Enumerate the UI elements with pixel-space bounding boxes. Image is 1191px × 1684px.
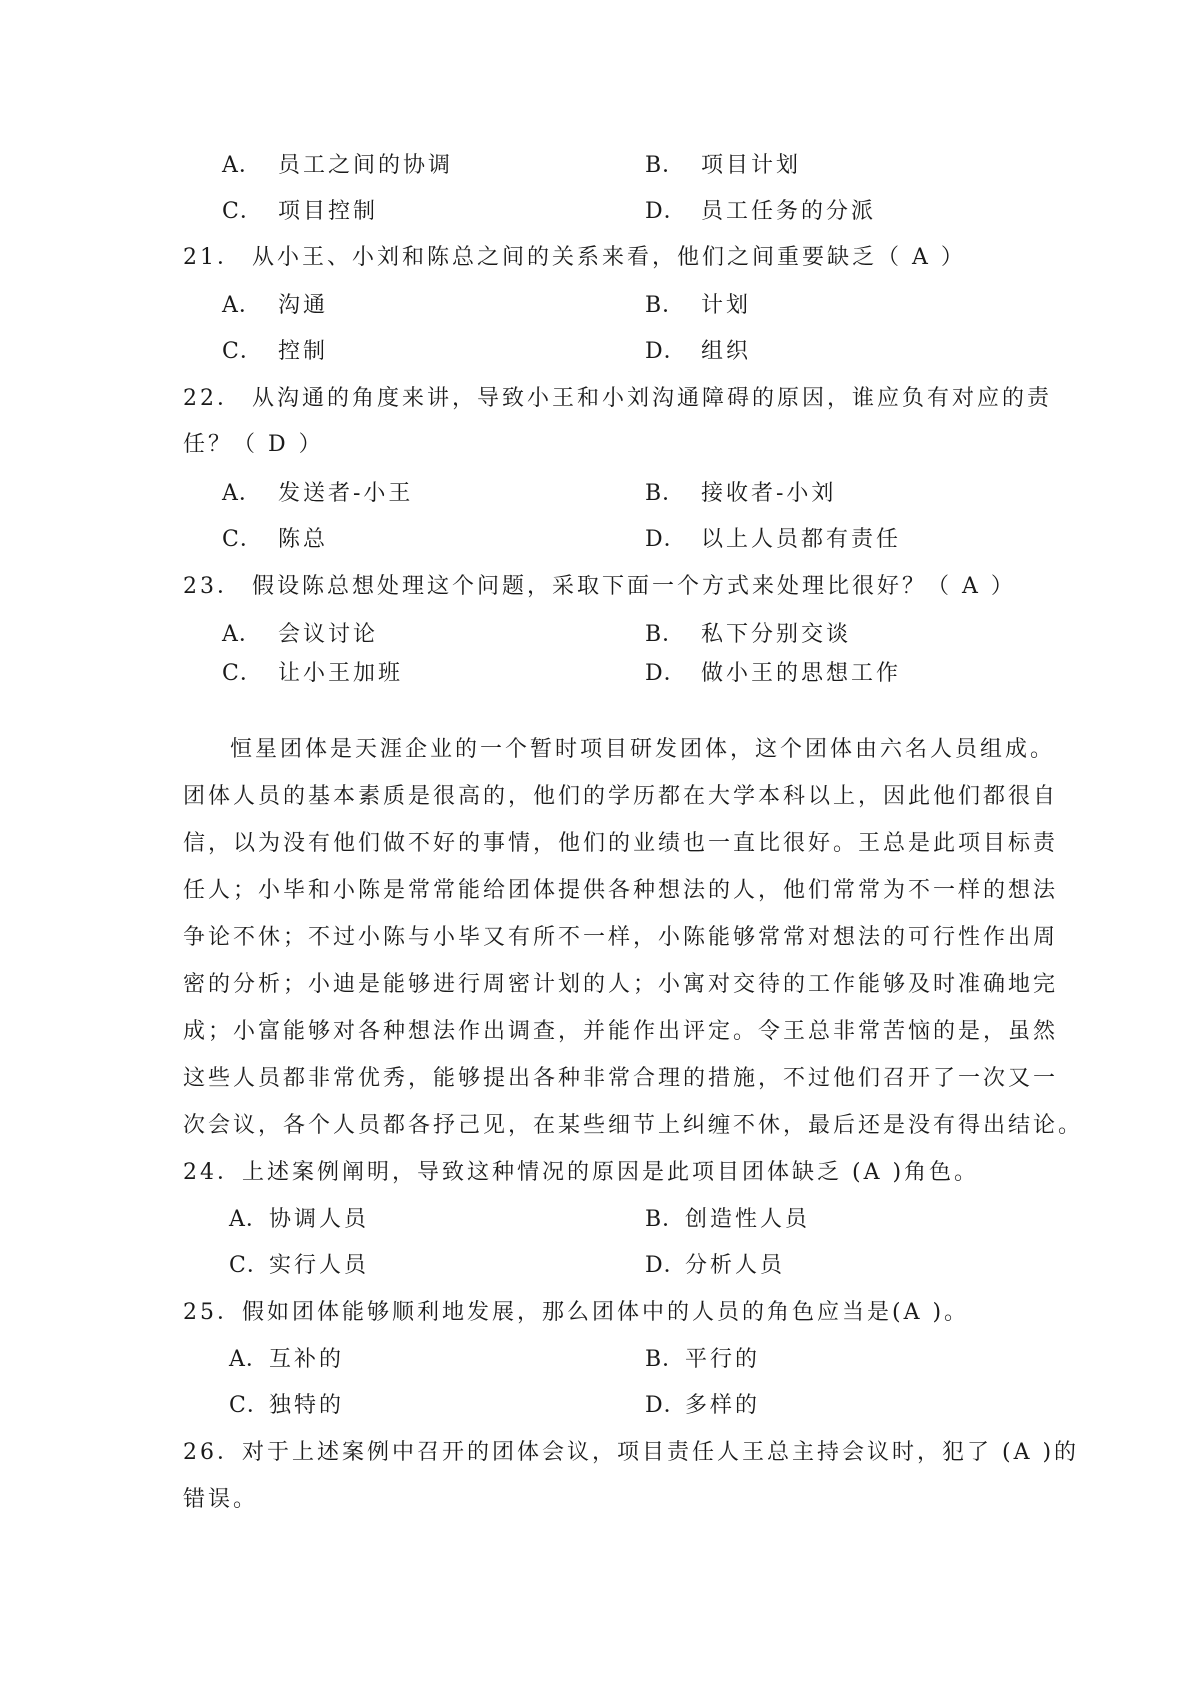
option-text: 员工之间的协调	[278, 153, 454, 178]
q20-option-a	[222, 146, 453, 186]
q22-question-line2: 任？（ D ）	[183, 432, 324, 457]
option-label: B．	[645, 153, 686, 178]
option-label: A．	[222, 622, 262, 647]
q21-question: 21． 从小王、小刘和陈总之间的关系来看，他们之间重要缺乏（ A ）	[183, 245, 966, 270]
option-text: 计划	[701, 293, 752, 318]
q21-option-d	[645, 332, 751, 372]
option-label: A．	[229, 1207, 269, 1232]
case-paragraph-line: 恒星团体是天涯企业的一个暂时项目研发团体，这个团体由六名人员组成。	[230, 737, 1056, 762]
option-text: 互补的	[269, 1347, 345, 1372]
case-paragraph-line: 任人；小毕和小陈是常常能给团体提供各种想法的人，他们常常为不一样的想法	[183, 878, 1059, 903]
option-label: C．	[229, 1393, 270, 1418]
q25-option-b	[645, 1340, 760, 1380]
option-label: B．	[645, 481, 686, 506]
q24-option-d	[645, 1246, 785, 1286]
q22-question-line1: 22． 从沟通的角度来讲，导致小王和小刘沟通障碍的原因，谁应负有对应的责	[183, 386, 1052, 411]
case-paragraph-line: 密的分析；小迪是能够进行周密计划的人；小寓对交待的工作能够及时准确地完	[183, 972, 1059, 997]
q23-option-d	[645, 654, 901, 694]
q22-option-d	[645, 520, 901, 560]
q23-option-a	[222, 615, 378, 655]
q24-option-a	[229, 1200, 369, 1240]
q23-option-c	[222, 654, 403, 694]
option-label: D．	[645, 339, 687, 364]
option-text: 协调人员	[269, 1207, 370, 1232]
option-label: C．	[222, 527, 263, 552]
option-text: 平行的	[685, 1347, 761, 1372]
option-text: 接收者-小刘	[701, 481, 837, 506]
option-text: 让小王加班	[278, 661, 404, 686]
option-text: 陈总	[278, 527, 329, 552]
q22-option-a	[222, 474, 413, 514]
option-text: 项目控制	[278, 199, 379, 224]
option-label: D．	[645, 1253, 687, 1278]
q21-option-c	[222, 332, 328, 372]
option-label: B．	[645, 293, 686, 318]
option-text: 分析人员	[685, 1253, 786, 1278]
option-label: C．	[222, 339, 263, 364]
option-label: B．	[645, 1347, 686, 1372]
option-text: 控制	[278, 339, 329, 364]
case-paragraph-line: 成；小富能够对各种想法作出调查，并能作出评定。令王总非常苦恼的是，虽然	[183, 1019, 1059, 1044]
q26-question-line1: 26．对于上述案例中召开的团体会议，项目责任人王总主持会议时，犯了 (A )的	[183, 1440, 1080, 1465]
option-label: B．	[645, 622, 686, 647]
option-label: B．	[645, 1207, 686, 1232]
option-text: 发送者-小王	[278, 481, 414, 506]
option-text: 以上人员都有责任	[701, 527, 902, 552]
option-text: 沟通	[278, 293, 329, 318]
case-paragraph-line: 信，以为没有他们做不好的事情，他们的业绩也一直比很好。王总是此项目标责	[183, 831, 1059, 856]
option-label: D．	[645, 527, 687, 552]
option-label: C．	[222, 661, 263, 686]
q24-question: 24．上述案例阐明，导致这种情况的原因是此项目团体缺乏 (A )角色。	[183, 1160, 980, 1185]
option-label: C．	[222, 199, 263, 224]
case-paragraph-line: 争论不休；不过小陈与小毕又有所不一样，小陈能够常常对想法的可行性作出周	[183, 925, 1059, 950]
q20-option-d	[645, 192, 876, 232]
q22-option-b	[645, 474, 836, 514]
case-paragraph-line: 团体人员的基本素质是很高的，他们的学历都在大学本科以上，因此他们都很自	[183, 784, 1059, 809]
option-text: 员工任务的分派	[701, 199, 877, 224]
q23-question: 23． 假设陈总想处理这个问题，采取下面一个方式来处理比很好？（ A ）	[183, 574, 1016, 599]
option-text: 独特的	[269, 1393, 345, 1418]
q23-option-b	[645, 615, 851, 655]
case-paragraph-line: 这些人员都非常优秀，能够提出各种非常合理的措施，不过他们召开了一次又一	[183, 1066, 1059, 1091]
q24-option-b	[645, 1200, 810, 1240]
q20-option-b	[645, 146, 801, 186]
q22-option-c	[222, 520, 328, 560]
q24-option-c	[229, 1246, 369, 1286]
option-text: 组织	[701, 339, 752, 364]
option-label: D．	[645, 661, 687, 686]
option-text: 项目计划	[701, 153, 802, 178]
option-text: 实行人员	[269, 1253, 370, 1278]
option-label: C．	[229, 1253, 270, 1278]
q25-option-a	[229, 1340, 344, 1380]
option-label: A．	[222, 481, 262, 506]
q25-option-d	[645, 1386, 760, 1426]
option-text: 会议讨论	[278, 622, 379, 647]
q21-option-a	[222, 286, 328, 326]
q21-option-b	[645, 286, 751, 326]
option-label: D．	[645, 1393, 687, 1418]
option-label: A．	[229, 1347, 269, 1372]
option-label: A．	[222, 153, 262, 178]
option-text: 做小王的思想工作	[701, 661, 902, 686]
q25-option-c	[229, 1386, 344, 1426]
case-paragraph-line: 次会议，各个人员都各抒己见，在某些细节上纠缠不休，最后还是没有得出结论。	[183, 1113, 1084, 1138]
q20-option-c	[222, 192, 378, 232]
option-label: D．	[645, 199, 687, 224]
q25-question: 25．假如团体能够顺利地发展，那么团体中的人员的角色应当是(A )。	[183, 1300, 970, 1325]
option-text: 私下分别交谈	[701, 622, 852, 647]
q26-question-line2: 错误。	[183, 1487, 259, 1512]
option-text: 多样的	[685, 1393, 761, 1418]
option-label: A．	[222, 293, 262, 318]
option-text: 创造性人员	[685, 1207, 811, 1232]
